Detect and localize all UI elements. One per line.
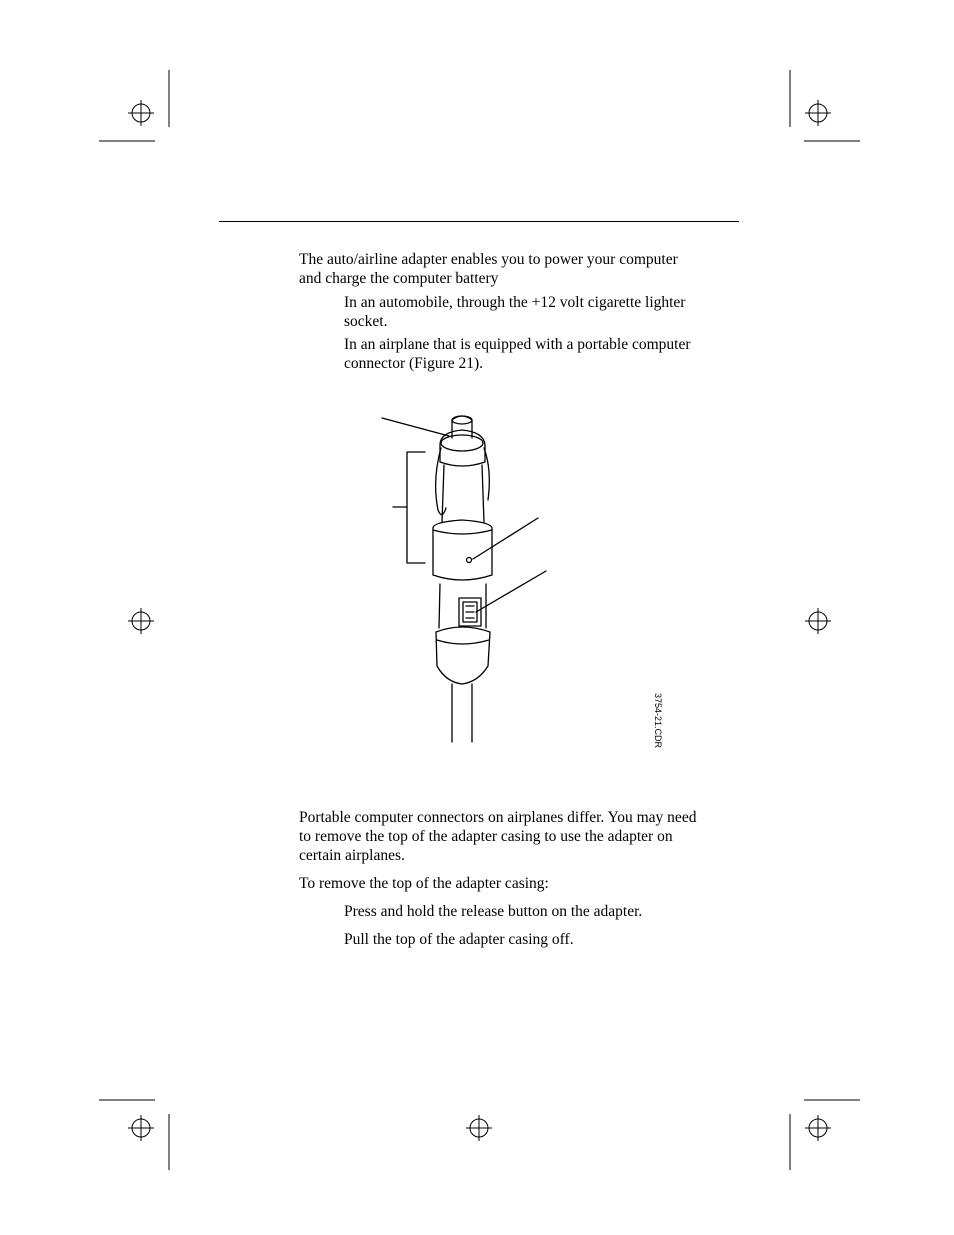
para1-line-3: certain airplanes.	[299, 847, 405, 864]
list-item	[344, 335, 690, 373]
intro-line-1: The auto/airline adapter enables you to power your computer	[299, 251, 678, 268]
figure-code: 3754-21.CDR	[653, 693, 663, 749]
body-paragraph	[299, 808, 696, 865]
step-1: Press and hold the release button on the adapter.	[344, 903, 643, 920]
para1-line-1: Portable computer connectors on airplanes differ. You may need	[299, 809, 697, 826]
bullet-2-line-2: connector (Figure 21).	[344, 355, 484, 372]
intro-paragraph	[299, 250, 678, 288]
header-rule	[219, 221, 739, 222]
para1-line-2: to remove the top of the adapter casing to use the adapter on	[299, 828, 673, 845]
bullet-1-line-1: In an automobile, through the +12 volt cigarette lighter	[344, 294, 686, 311]
intro-line-2: and charge the computer battery	[299, 270, 499, 287]
step-2: Pull the top of the adapter casing off.	[344, 931, 574, 948]
procedure-intro: To remove the top of the adapter casing:	[299, 875, 549, 892]
adapter-illustration	[370, 405, 560, 745]
bullet-2-line-1: In an airplane that is equipped with a portable computer	[344, 336, 691, 353]
list-item	[344, 293, 685, 331]
bullet-1-line-2: socket.	[344, 313, 388, 330]
